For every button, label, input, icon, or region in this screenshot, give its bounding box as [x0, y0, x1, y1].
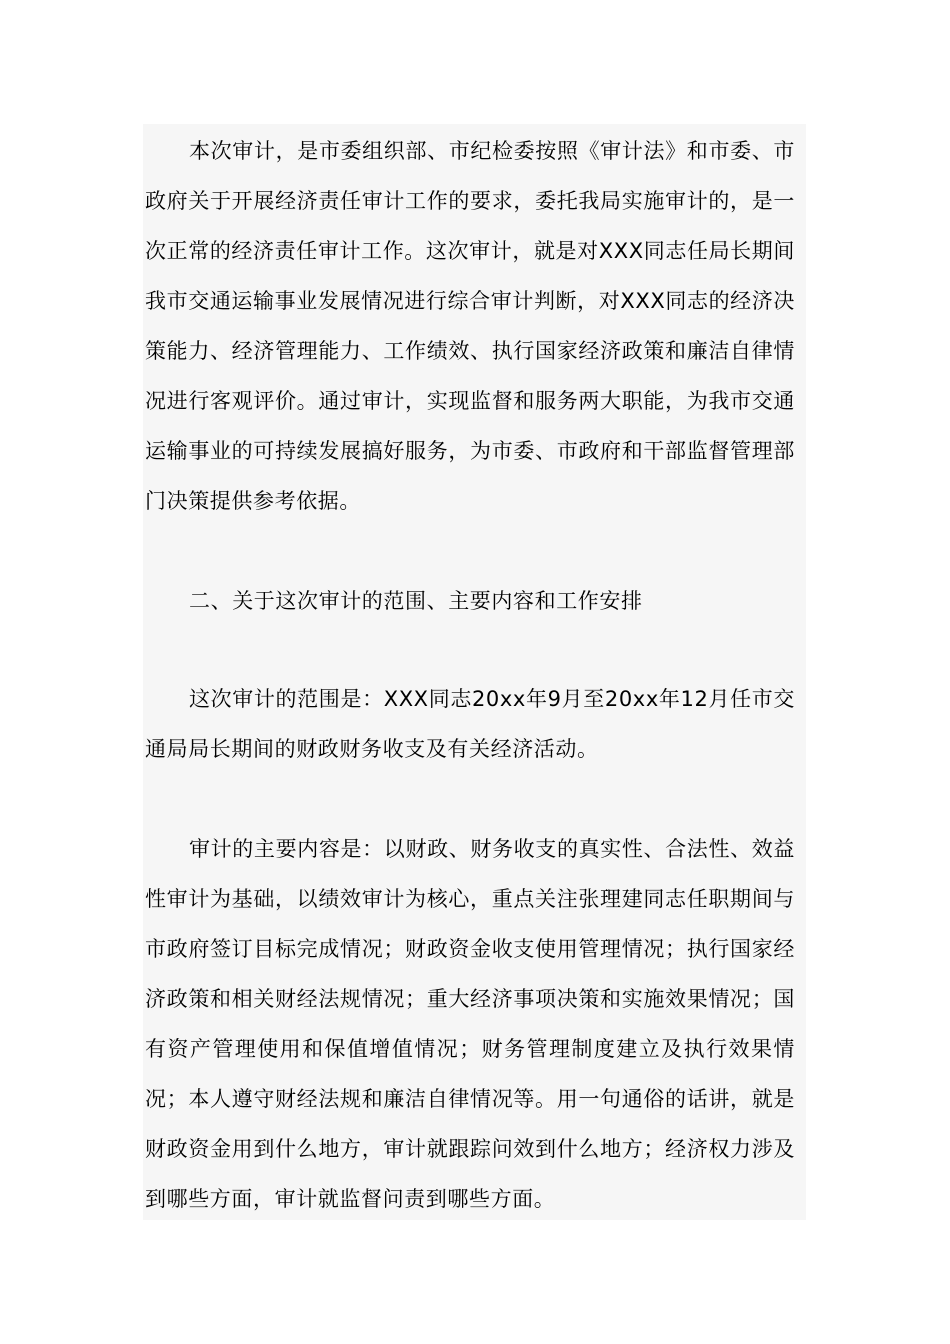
paragraph-audit-scope: 这次审计的范围是：XXX同志20xx年9月至20xx年12月任市交通局局长期间的财政财务收支及有关经济活动。 [145, 687, 795, 761]
paragraph-audit-content: 审计的主要内容是：以财政、财务收支的真实性、合法性、效益性审计为基础，以绩效审计为核心，重点关注张理建同志任职期间与市政府签订目标完成情况；财政资金收支使用管理情况；执行国家经济政策和相关财经法规情况；重大经济事项决策和实施效果情况；国有资产管理使用和保值增值情况；财务管理制度建立及执行效果情况；本人遵守财经法规和廉洁自律情况等。用一句通俗的话讲，就是财政资金用到什么地方，审计就跟踪问效到什么地方；经济权力涉及到哪些方面，审计就监督问责到哪些方面。 [145, 837, 795, 1211]
section-heading-scope: 二、关于这次审计的范围、主要内容和工作安排 [189, 589, 643, 613]
paragraph-audit-purpose: 本次审计，是市委组织部、市纪检委按照《审计法》和市委、市政府关于开展经济责任审计工作的要求，委托我局实施审计的，是一次正常的经济责任审计工作。这次审计，就是对XXX同志任局长期间我市交通运输事业发展情况进行综合审计判断，对XXX同志的经济决策能力、经济管理能力、工作绩效、执行国家经济政策和廉洁自律情况进行客观评价。通过审计，实现监督和服务两大职能，为我市交通运输事业的可持续发展搞好服务，为市委、市政府和干部监督管理部门决策提供参考依据。 [145, 139, 795, 513]
